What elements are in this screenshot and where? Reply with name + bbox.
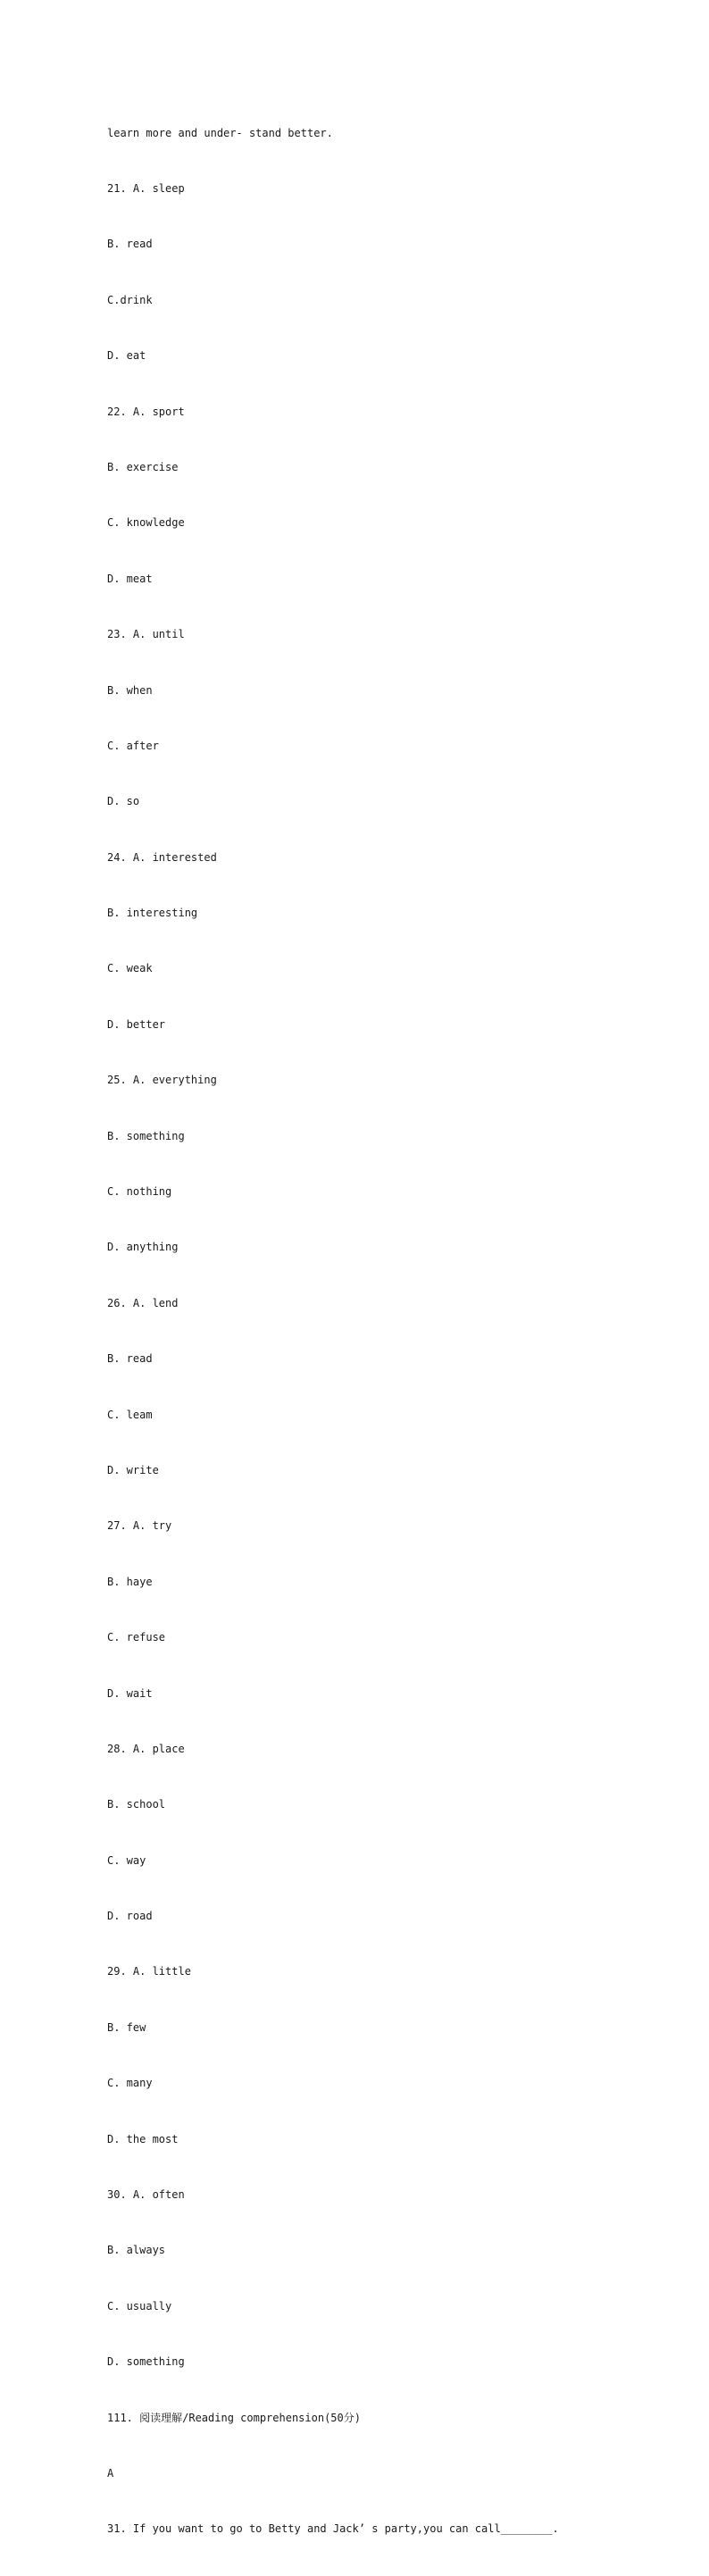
option-line: B. read — [107, 1352, 153, 1366]
option-line: D. better — [107, 1017, 166, 1031]
option-line: D. wait — [107, 1686, 153, 1700]
question-27: 27. A. try — [107, 1519, 172, 1533]
option-line: D. write — [107, 1463, 159, 1476]
option-line: D. anything — [107, 1241, 179, 1254]
option-line: C. leam — [107, 1408, 153, 1421]
section-heading: 111. 阅读理解/Reading comprehension(50分) — [107, 2411, 361, 2424]
passage-label: A — [107, 2467, 114, 2480]
option-line: B. something — [107, 1129, 185, 1142]
question-22: 22. A. sport — [107, 405, 185, 418]
option-line: B. school — [107, 1798, 166, 1811]
question-21: 21. A. sleep — [107, 181, 185, 195]
text-line: learn more and under- stand better. — [107, 126, 333, 139]
option-line: B. haye — [107, 1575, 153, 1588]
option-line: C. nothing — [107, 1185, 172, 1199]
question-31: 31. If you want to go to Betty and Jack’ s party,you can call________. — [107, 2522, 559, 2536]
option-line: B. read — [107, 238, 153, 251]
option-line: C. usually — [107, 2299, 172, 2313]
question-26: 26. A. lend — [107, 1296, 179, 1309]
option-line: D. eat — [107, 349, 146, 363]
option-line: D. something — [107, 2355, 185, 2369]
option-line: D. meat — [107, 572, 153, 585]
option-line: D. the most — [107, 2132, 179, 2145]
option-line: C. weak — [107, 962, 153, 975]
option-line: B. always — [107, 2244, 166, 2257]
option-line: C. refuse — [107, 1631, 166, 1644]
option-line: D. road — [107, 1910, 153, 1923]
question-25: 25. A. everything — [107, 1074, 217, 1087]
option-line: C. after — [107, 739, 159, 752]
question-23: 23. A. until — [107, 628, 185, 641]
option-line: B. when — [107, 683, 153, 697]
option-line: C. many — [107, 2077, 153, 2090]
question-30: 30. A. often — [107, 2188, 185, 2202]
option-line: D. so — [107, 795, 140, 808]
option-line: B. exercise — [107, 460, 179, 473]
question-28: 28. A. place — [107, 1742, 185, 1755]
option-line: C. way — [107, 1853, 146, 1867]
option-line: B. few — [107, 2020, 146, 2034]
document-text — [107, 87, 679, 2576]
option-line: C.drink — [107, 293, 153, 306]
option-line: C. knowledge — [107, 516, 185, 530]
question-24: 24. A. interested — [107, 850, 217, 864]
option-line: B. interesting — [107, 907, 198, 920]
question-29: 29. A. little — [107, 1965, 191, 1978]
